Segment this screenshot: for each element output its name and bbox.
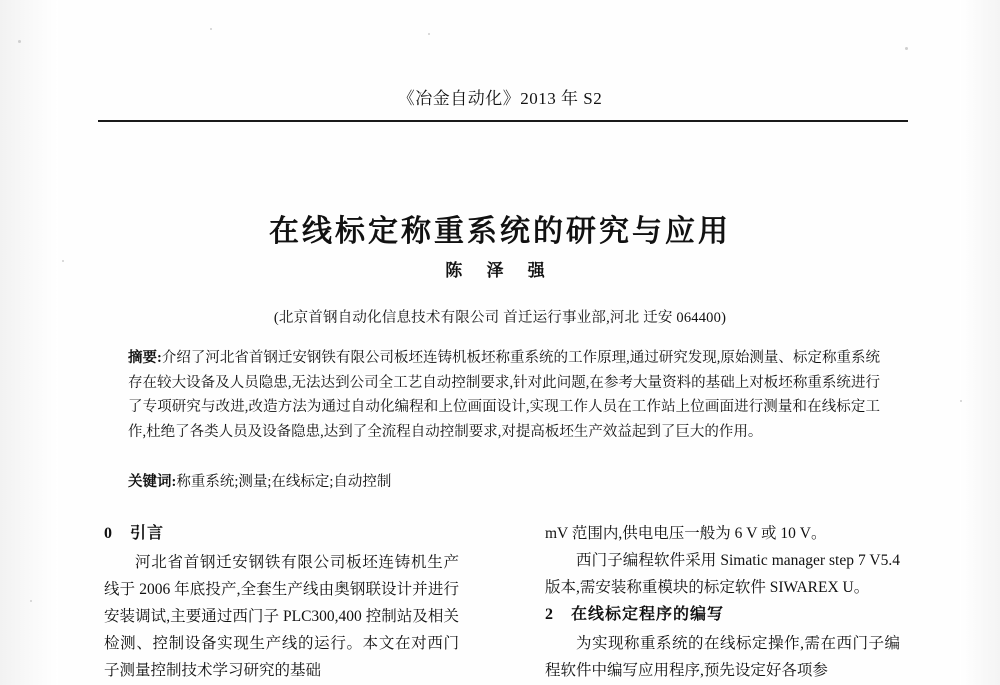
scan-speck xyxy=(30,600,32,602)
section-title: 引言 xyxy=(130,525,165,542)
section-heading-0 xyxy=(104,520,459,547)
column-right xyxy=(545,520,900,684)
scan-speck xyxy=(428,33,430,35)
abstract-label: 摘要: xyxy=(128,350,162,366)
abstract-block xyxy=(128,346,880,444)
author-name: 陈 泽 强 xyxy=(445,261,555,280)
section-title: 在线标定程序的编写 xyxy=(571,606,725,623)
scan-speck xyxy=(905,47,908,50)
keywords-text: 称重系统;测量;在线标定;自动控制 xyxy=(176,474,392,490)
section-number: 2 xyxy=(545,606,554,623)
scan-speck xyxy=(18,40,21,43)
keywords-block xyxy=(128,470,880,495)
affiliation: (北京首钢自动化信息技术有限公司 首迁运行事业部,河北 迁安 064400) xyxy=(273,310,727,326)
scan-speck xyxy=(960,400,962,402)
paragraph: mV 范围内,供电电压一般为 6 V 或 10 V。 xyxy=(545,525,827,542)
header-rule xyxy=(98,120,908,122)
section-number: 0 xyxy=(104,525,113,542)
running-head: 《冶金自动化》2013 年 S2 xyxy=(397,89,603,108)
paragraph: 西门子编程软件采用 Simatic manager step 7 V5.4 版本,需安装称重模块的标定软件 SIWAREX U。 xyxy=(545,552,900,596)
keywords-label: 关键词: xyxy=(128,474,177,490)
paragraph: 为实现称重系统的在线标定操作,需在西门子编程软件中编写应用程序,预先设定好各项参 xyxy=(545,635,900,679)
paragraph: 河北省首钢迁安钢铁有限公司板坯连铸机生产线于 2006 年底投产,全套生产线由奥钢联设计并进行安装调试,主要通过西门子 PLC300,400 控制站及相关检测、控制设备实现生产线的运行。本文在对西门子测量控制技术学习研究的基础 xyxy=(104,554,459,679)
page-title: 在线标定称重系统的研究与应用 xyxy=(269,214,731,250)
abstract-text: 介绍了河北省首钢迁安钢铁有限公司板坯连铸机板坯称重系统的工作原理,通过研究发现,原始测量、标定称重系统存在较大设备及人员隐患,无法达到公司全工艺自动控制要求,针对此问题,在参考大量资料的基础上对板坯称重系统进行了专项研究与改进,改造方法为通过自动化编程和上位画面设计,实现工作人员在工作站上位画面进行测量和在线标定工作,杜绝了各类人员及设备隐患,达到了全流程自动控制要求,对提高板坯生产效益起到了巨大的作用。 xyxy=(128,350,880,440)
scan-speck xyxy=(210,28,212,30)
section-heading-2 xyxy=(545,601,900,628)
column-left xyxy=(104,520,459,684)
